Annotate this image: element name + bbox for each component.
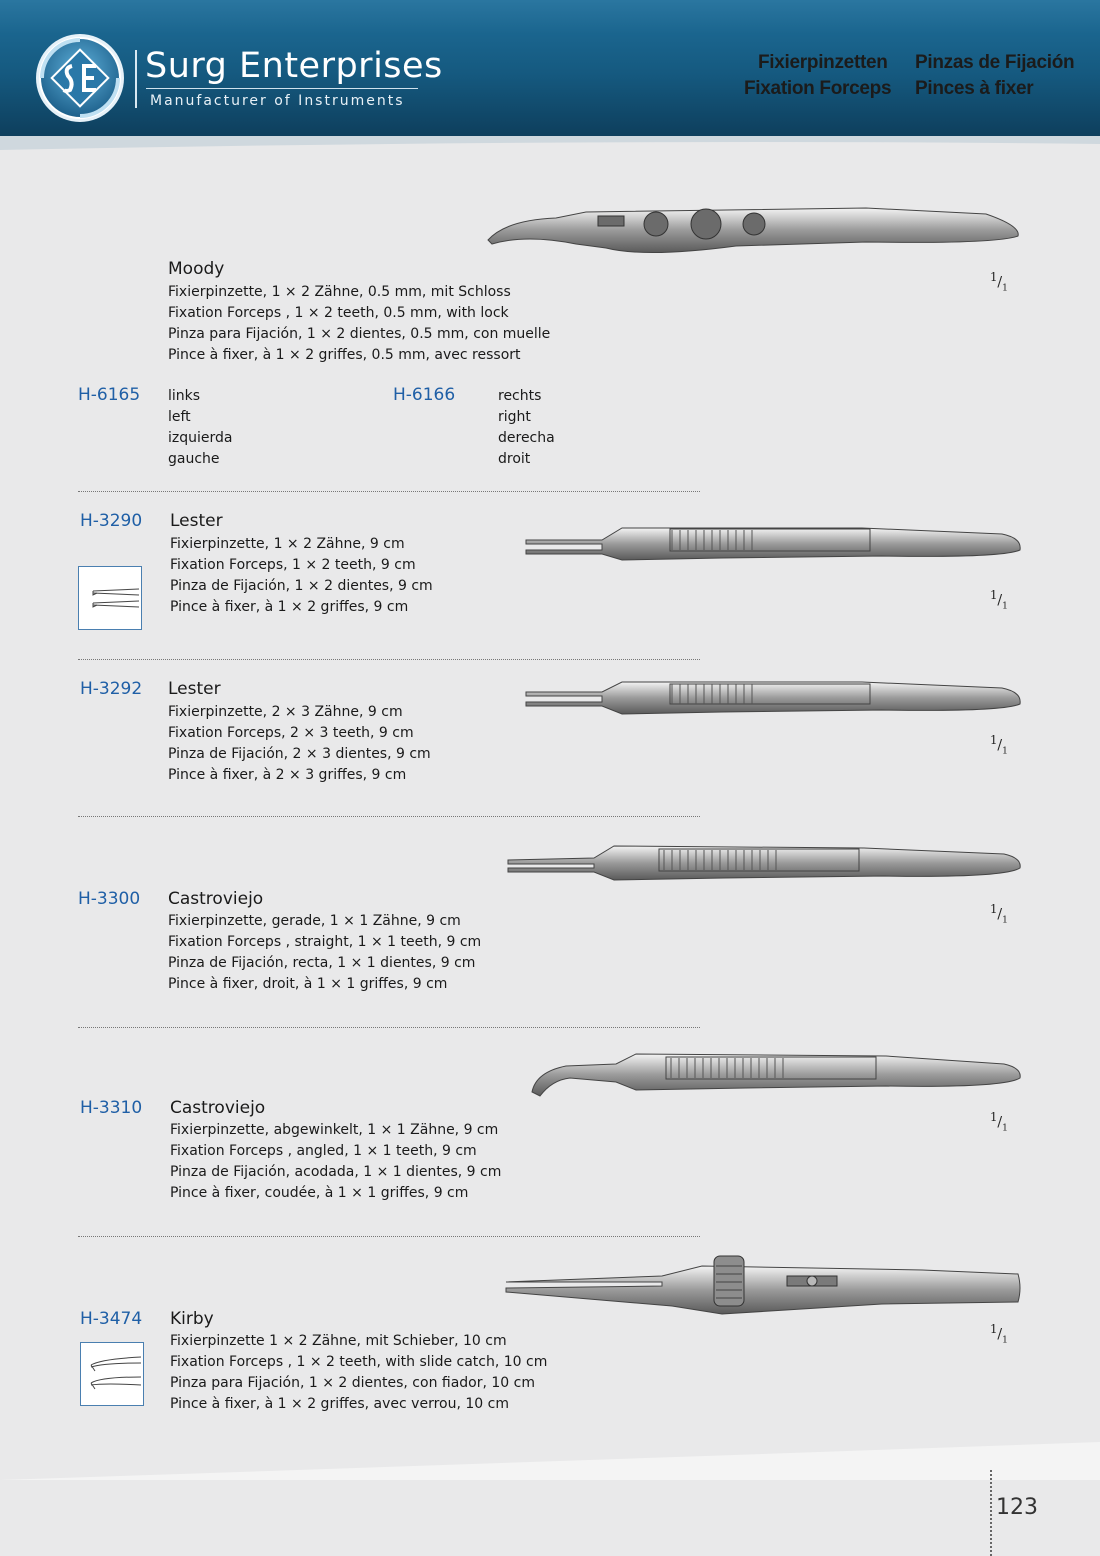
variant-line: rechts [498,388,542,404]
desc-line-de: Fixierpinzette, 1 × 2 Zähne, 9 cm [170,536,405,552]
section-divider [78,816,700,817]
product-name: Castroviejo [168,889,264,909]
desc-line-en: Fixation Forceps , angled, 1 × 1 teeth, 9 cm [170,1143,477,1159]
product-description [168,282,550,366]
category-de: Fixierpinzetten [758,52,888,73]
desc-line-en: Fixation Forceps, 2 × 3 teeth, 9 cm [168,725,414,741]
brand-underline [146,88,418,89]
category-en: Fixation Forceps [744,78,892,99]
scale-num: 1 [990,733,998,747]
variant-description [168,386,232,470]
scale-den: 1 [1002,283,1008,294]
product-name: Kirby [170,1309,214,1329]
product-code: H-3310 [80,1098,143,1118]
desc-line-fr: Pince à fixer, à 1 × 2 griffes, 9 cm [170,599,409,615]
tip-detail-thumbnail [80,1342,144,1406]
brand-divider [135,50,137,108]
desc-line-de: Fixierpinzette, abgewinkelt, 1 × 1 Zähne, 9 cm [170,1122,499,1138]
product-description [170,534,433,618]
variant-line: right [498,409,531,425]
scale-label: $^1/_1$ [990,902,1008,926]
variant-line: gauche [168,451,220,467]
scale-label: $^1/_1$ [990,270,1008,294]
page-number-rule [990,1470,992,1556]
product-name: Lester [168,679,221,699]
desc-line-es: Pinza de Fijación, 1 × 2 dientes, 9 cm [170,578,433,594]
scale-label: $^1/_1$ [990,588,1008,612]
desc-line-fr: Pince à fixer, droit, à 1 × 1 griffes, 9 cm [168,976,448,992]
product-name: Lester [170,511,223,531]
scale-num: 1 [990,588,998,602]
lester-forceps-icon [522,676,1027,732]
desc-line-es: Pinza de Fijación, recta, 1 × 1 dientes, 9 cm [168,955,476,971]
product-description [170,1331,547,1415]
desc-line-es: Pinza de Fijación, 2 × 3 dientes, 9 cm [168,746,431,762]
variant-description [498,386,555,470]
product-code: H-6165 [78,385,141,405]
variant-line: links [168,388,201,404]
desc-line-es: Pinza para Fijación, 1 × 2 dientes, con fiador, 10 cm [170,1375,535,1391]
desc-line-fr: Pince à fixer, à 1 × 2 griffes, avec verrou, 10 cm [170,1396,509,1412]
desc-line-en: Fixation Forceps , 1 × 2 teeth, with slide catch, 10 cm [170,1354,548,1370]
castroviejo-angled-forceps-icon [526,1046,1026,1104]
section-divider [78,491,700,492]
section-divider [78,659,700,660]
desc-line-en: Fixation Forceps , 1 × 2 teeth, 0.5 mm, with lock [168,305,509,321]
product-code: H-3290 [80,511,143,531]
scale-label: $^1/_1$ [990,1322,1008,1346]
lester-forceps-icon [522,520,1027,576]
desc-line-de: Fixierpinzette, gerade, 1 × 1 Zähne, 9 cm [168,913,461,929]
scale-label: $^1/_1$ [990,733,1008,757]
desc-line-de: Fixierpinzette, 1 × 2 Zähne, 0.5 mm, mit Schloss [168,284,511,300]
product-description [168,702,431,786]
variant-line: derecha [498,430,555,446]
product-code: H-3300 [78,889,141,909]
brand-tagline: Manufacturer of Instruments [150,93,405,109]
tip-detail-thumbnail [78,566,142,630]
scale-label: $^1/_1$ [990,1110,1008,1134]
scale-den: 1 [1002,1123,1008,1134]
scale-num: 1 [990,1110,998,1124]
product-code: H-3292 [80,679,143,699]
section-divider [78,1236,700,1237]
scale-den: 1 [1002,1335,1008,1346]
product-name: Castroviejo [170,1098,266,1118]
product-name: Moody [168,259,225,279]
footer-swoosh [0,1420,1100,1480]
section-divider [78,1027,700,1028]
variant-line: droit [498,451,531,467]
se-monogram-logo-icon [34,32,126,124]
scale-num: 1 [990,902,998,916]
category-fr: Pinces à fixer [915,78,1034,99]
castroviejo-straight-forceps-icon [504,838,1026,894]
forceps-tip-icon [81,1343,143,1405]
desc-line-es: Pinza para Fijación, 1 × 2 dientes, 0.5 mm, con muelle [168,326,551,342]
forceps-tip-icon [79,567,141,629]
desc-line-fr: Pince à fixer, à 1 × 2 griffes, 0.5 mm, avec ressort [168,347,521,363]
variant-line: izquierda [168,430,233,446]
product-description [170,1120,501,1204]
page-number: 123 [996,1495,1038,1520]
scale-den: 1 [1002,746,1008,757]
product-code: H-3474 [80,1309,143,1329]
scale-num: 1 [990,1322,998,1336]
desc-line-fr: Pince à fixer, coudée, à 1 × 1 griffes, 9 cm [170,1185,469,1201]
desc-line-de: Fixierpinzette 1 × 2 Zähne, mit Schieber, 10 cm [170,1333,507,1349]
scale-num: 1 [990,270,998,284]
desc-line-en: Fixation Forceps , straight, 1 × 1 teeth, 9 cm [168,934,482,950]
desc-line-de: Fixierpinzette, 2 × 3 Zähne, 9 cm [168,704,403,720]
desc-line-fr: Pince à fixer, à 2 × 3 griffes, 9 cm [168,767,407,783]
brand-name: Surg Enterprises [145,46,443,86]
moody-forceps-icon [486,200,1026,280]
product-code: H-6166 [393,385,456,405]
variant-line: left [168,409,191,425]
page-header [0,0,1100,136]
header-highlight [0,0,1100,34]
kirby-forceps-icon [502,1252,1026,1332]
header-swoosh [0,136,1100,196]
scale-den: 1 [1002,601,1008,612]
product-description [168,911,481,995]
scale-den: 1 [1002,915,1008,926]
category-es: Pinzas de Fijación [915,52,1075,73]
desc-line-es: Pinza de Fijación, acodada, 1 × 1 dientes, 9 cm [170,1164,502,1180]
desc-line-en: Fixation Forceps, 1 × 2 teeth, 9 cm [170,557,416,573]
